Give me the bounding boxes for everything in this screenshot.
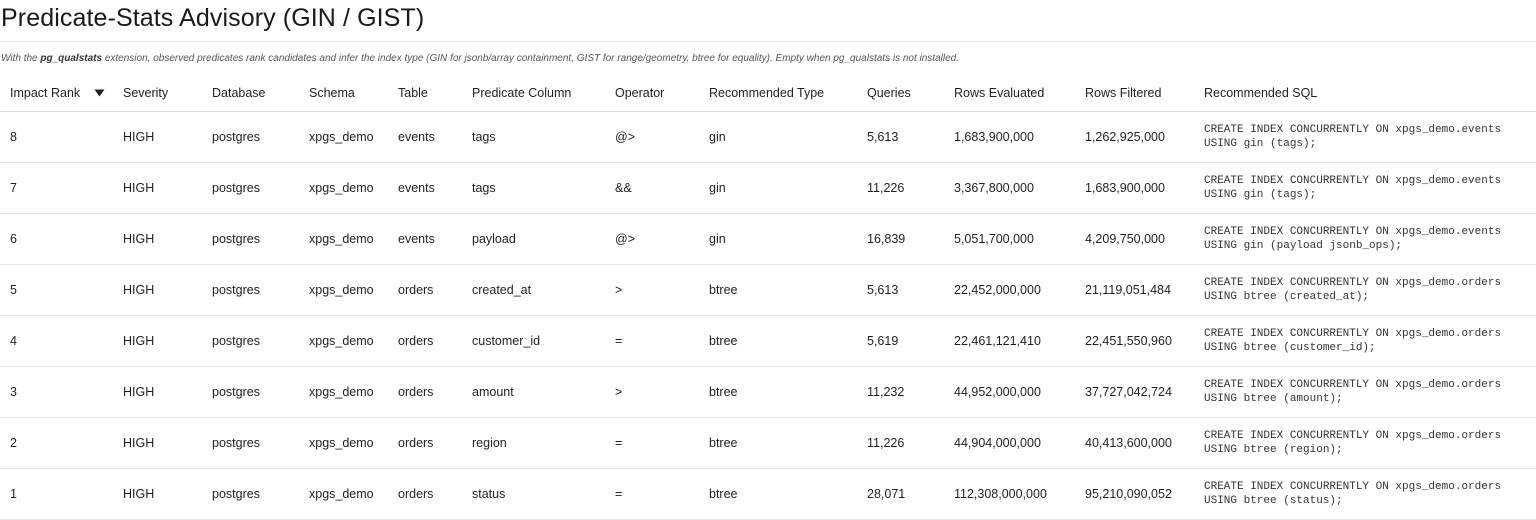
cell-impact-rank: 3: [0, 367, 113, 418]
cell-predicate-column: region: [462, 418, 605, 469]
cell-schema: xpgs_demo: [299, 367, 388, 418]
table-header-row: [0, 75, 1536, 112]
cell-operator: =: [605, 316, 699, 367]
cell-rows-evaluated: 44,904,000,000: [944, 418, 1075, 469]
cell-rows-evaluated: 5,051,700,000: [944, 214, 1075, 265]
cell-severity: HIGH: [113, 112, 202, 163]
cell-rows-evaluated: 22,452,000,000: [944, 265, 1075, 316]
cell-rows-evaluated: 3,367,800,000: [944, 163, 1075, 214]
cell-schema: xpgs_demo: [299, 112, 388, 163]
cell-operator: =: [605, 418, 699, 469]
cell-recommended-sql[interactable]: CREATE INDEX CONCURRENTLY ON xpgs_demo.orders USING btree (created_at);: [1194, 265, 1536, 316]
column-header-impact-rank[interactable]: [0, 75, 113, 112]
cell-recommended-type: gin: [699, 112, 857, 163]
cell-database: postgres: [202, 418, 299, 469]
cell-queries: 5,619: [857, 316, 944, 367]
cell-table: orders: [388, 265, 462, 316]
cell-severity: HIGH: [113, 469, 202, 520]
cell-database: postgres: [202, 469, 299, 520]
cell-impact-rank: 4: [0, 316, 113, 367]
cell-severity: HIGH: [113, 214, 202, 265]
sort-desc-icon[interactable]: [94, 86, 105, 100]
cell-queries: 11,226: [857, 418, 944, 469]
cell-database: postgres: [202, 316, 299, 367]
cell-database: postgres: [202, 214, 299, 265]
cell-severity: HIGH: [113, 418, 202, 469]
cell-rows-evaluated: 22,461,121,410: [944, 316, 1075, 367]
cell-operator: =: [605, 469, 699, 520]
cell-recommended-type: btree: [699, 367, 857, 418]
cell-impact-rank: 7: [0, 163, 113, 214]
cell-operator: @>: [605, 112, 699, 163]
cell-recommended-type: btree: [699, 265, 857, 316]
cell-table: orders: [388, 469, 462, 520]
cell-database: postgres: [202, 112, 299, 163]
cell-table: events: [388, 214, 462, 265]
cell-impact-rank: 6: [0, 214, 113, 265]
cell-rows-filtered: 21,119,051,484: [1075, 265, 1194, 316]
cell-recommended-sql[interactable]: CREATE INDEX CONCURRENTLY ON xpgs_demo.events USING gin (payload jsonb_ops);: [1194, 214, 1536, 265]
table-row: [0, 367, 1536, 418]
cell-database: postgres: [202, 163, 299, 214]
cell-impact-rank: 5: [0, 265, 113, 316]
table-row: [0, 418, 1536, 469]
cell-table: orders: [388, 367, 462, 418]
cell-recommended-sql[interactable]: CREATE INDEX CONCURRENTLY ON xpgs_demo.orders USING btree (region);: [1194, 418, 1536, 469]
cell-predicate-column: payload: [462, 214, 605, 265]
column-header-severity[interactable]: Severity: [113, 75, 202, 112]
column-header-rows-filtered[interactable]: Rows Filtered: [1075, 75, 1194, 112]
advisory-table: [0, 75, 1536, 520]
table-row: [0, 163, 1536, 214]
column-header-operator[interactable]: Operator: [605, 75, 699, 112]
cell-operator: >: [605, 265, 699, 316]
cell-severity: HIGH: [113, 265, 202, 316]
column-header-recommended-sql[interactable]: Recommended SQL: [1194, 75, 1536, 112]
cell-operator: &&: [605, 163, 699, 214]
cell-recommended-type: btree: [699, 418, 857, 469]
column-header-queries[interactable]: Queries: [857, 75, 944, 112]
cell-queries: 11,226: [857, 163, 944, 214]
column-header-label: Impact Rank: [10, 85, 81, 100]
description-suffix: extension, observed predicates rank candidates and infer the index type (GIN for jsonb/array containment, GIST for range/geometry, btree for equality). Empty when pg_qualstats is not installed.: [102, 53, 959, 64]
cell-schema: xpgs_demo: [299, 418, 388, 469]
cell-rows-filtered: 40,413,600,000: [1075, 418, 1194, 469]
column-header-schema[interactable]: Schema: [299, 75, 388, 112]
title-divider: [0, 41, 1536, 42]
column-header-recommended-type[interactable]: Recommended Type: [699, 75, 857, 112]
cell-rows-filtered: 95,210,090,052: [1075, 469, 1194, 520]
cell-recommended-type: btree: [699, 316, 857, 367]
column-header-predicate-column[interactable]: Predicate Column: [462, 75, 605, 112]
description-extension-name: pg_qualstats: [40, 53, 103, 64]
page-description: [1, 53, 959, 64]
cell-operator: >: [605, 367, 699, 418]
cell-schema: xpgs_demo: [299, 163, 388, 214]
cell-queries: 11,232: [857, 367, 944, 418]
cell-operator: @>: [605, 214, 699, 265]
cell-predicate-column: tags: [462, 163, 605, 214]
cell-schema: xpgs_demo: [299, 469, 388, 520]
description-prefix: With the: [1, 53, 41, 64]
cell-recommended-sql[interactable]: CREATE INDEX CONCURRENTLY ON xpgs_demo.orders USING btree (customer_id);: [1194, 316, 1536, 367]
cell-recommended-sql[interactable]: CREATE INDEX CONCURRENTLY ON xpgs_demo.orders USING btree (amount);: [1194, 367, 1536, 418]
cell-rows-filtered: 1,683,900,000: [1075, 163, 1194, 214]
cell-rows-filtered: 4,209,750,000: [1075, 214, 1194, 265]
cell-schema: xpgs_demo: [299, 265, 388, 316]
cell-table: events: [388, 163, 462, 214]
cell-queries: 5,613: [857, 265, 944, 316]
cell-rows-evaluated: 1,683,900,000: [944, 112, 1075, 163]
table-row: [0, 265, 1536, 316]
cell-predicate-column: status: [462, 469, 605, 520]
cell-recommended-type: gin: [699, 214, 857, 265]
cell-predicate-column: amount: [462, 367, 605, 418]
cell-queries: 28,071: [857, 469, 944, 520]
table-row: [0, 214, 1536, 265]
page-title: Predicate-Stats Advisory (GIN / GIST): [1, 4, 425, 32]
cell-impact-rank: 1: [0, 469, 113, 520]
cell-queries: 5,613: [857, 112, 944, 163]
cell-rows-filtered: 37,727,042,724: [1075, 367, 1194, 418]
cell-predicate-column: customer_id: [462, 316, 605, 367]
table-row: [0, 112, 1536, 163]
cell-recommended-sql[interactable]: CREATE INDEX CONCURRENTLY ON xpgs_demo.orders USING btree (status);: [1194, 469, 1536, 520]
cell-recommended-type: gin: [699, 163, 857, 214]
cell-severity: HIGH: [113, 316, 202, 367]
cell-rows-filtered: 22,451,550,960: [1075, 316, 1194, 367]
cell-rows-evaluated: 112,308,000,000: [944, 469, 1075, 520]
cell-severity: HIGH: [113, 367, 202, 418]
cell-recommended-sql[interactable]: CREATE INDEX CONCURRENTLY ON xpgs_demo.events USING gin (tags);: [1194, 163, 1536, 214]
cell-impact-rank: 8: [0, 112, 113, 163]
cell-schema: xpgs_demo: [299, 316, 388, 367]
table-row: [0, 469, 1536, 520]
cell-rows-filtered: 1,262,925,000: [1075, 112, 1194, 163]
cell-impact-rank: 2: [0, 418, 113, 469]
column-header-rows-evaluated[interactable]: Rows Evaluated: [944, 75, 1075, 112]
cell-schema: xpgs_demo: [299, 214, 388, 265]
cell-severity: HIGH: [113, 163, 202, 214]
cell-recommended-sql[interactable]: CREATE INDEX CONCURRENTLY ON xpgs_demo.events USING gin (tags);: [1194, 112, 1536, 163]
cell-database: postgres: [202, 367, 299, 418]
column-header-table[interactable]: Table: [388, 75, 462, 112]
column-header-database[interactable]: Database: [202, 75, 299, 112]
cell-table: orders: [388, 418, 462, 469]
cell-rows-evaluated: 44,952,000,000: [944, 367, 1075, 418]
cell-table: events: [388, 112, 462, 163]
cell-database: postgres: [202, 265, 299, 316]
cell-recommended-type: btree: [699, 469, 857, 520]
cell-predicate-column: created_at: [462, 265, 605, 316]
cell-queries: 16,839: [857, 214, 944, 265]
cell-predicate-column: tags: [462, 112, 605, 163]
cell-table: orders: [388, 316, 462, 367]
table-row: [0, 316, 1536, 367]
